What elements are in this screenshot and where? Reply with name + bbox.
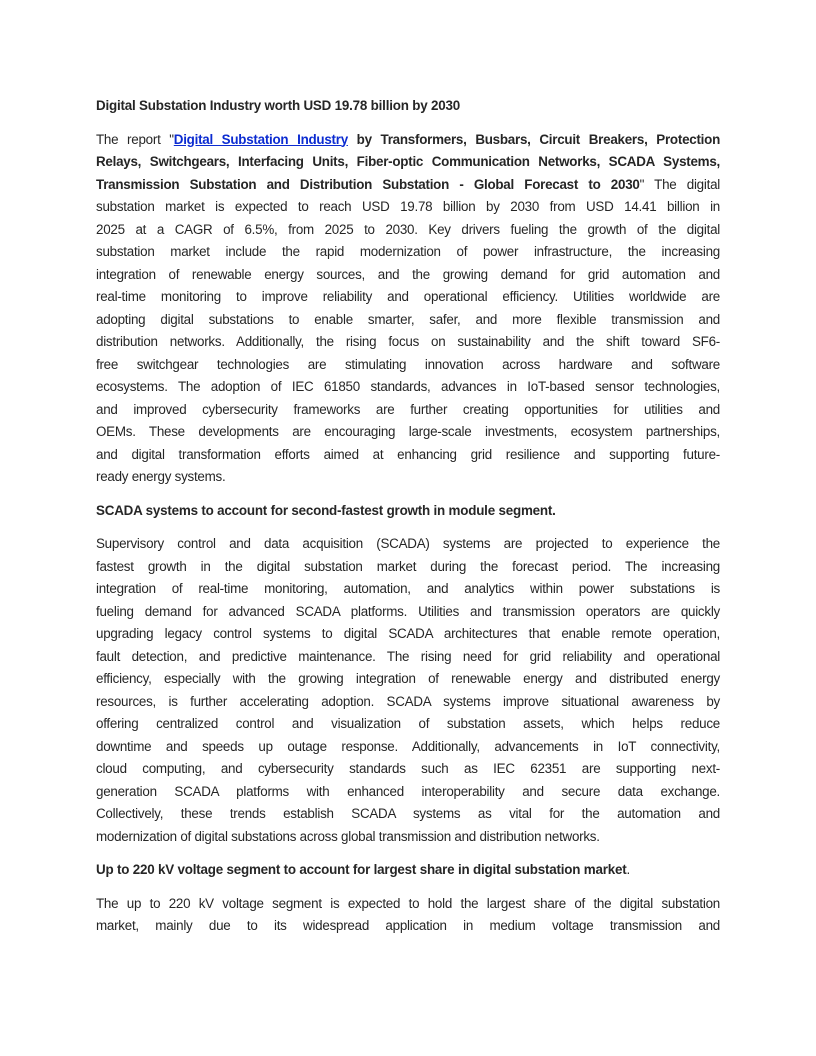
- intro-line-2: [96, 151, 720, 174]
- text-line: fault detection, and predictive maintenance. The rising need for grid reliability and operational: [96, 648, 720, 664]
- scada-paragraph: [96, 533, 720, 848]
- text-line: 2025 at a CAGR of 6.5%, from 2025 to 2030. Key drivers fueling the growth of the digital: [96, 221, 720, 237]
- intro-line3-rest: " The digital: [639, 176, 720, 192]
- intro-line-1: [96, 129, 720, 152]
- section-heading-scada: SCADA systems to account for second-fastest growth in module segment.: [96, 502, 556, 518]
- text-line: fastest growth in the digital substation market during the forecast period. The increasing: [96, 558, 720, 574]
- text-line: and digital transformation efforts aimed at enhancing grid resilience and supporting future-: [96, 446, 720, 462]
- report-title-part1: by Transformers, Busbars, Circuit Breakers, Protection: [347, 131, 721, 147]
- report-title-part2: Relays, Switchgears, Interfacing Units, Fiber-optic Communication Networks, SCADA Systems,: [96, 154, 720, 169]
- intro-paragraph: [96, 129, 720, 489]
- voltage-heading-suffix: .: [626, 862, 630, 877]
- text-line: upgrading legacy control systems to digital SCADA architectures that enable remote operation,: [96, 626, 720, 641]
- intro-line-3: [96, 174, 720, 197]
- text-line: downtime and speeds up outage response. Additionally, advancements in IoT connectivity,: [96, 738, 720, 754]
- voltage-heading-text: Up to 220 kV voltage segment to account for largest share in digital substation market: [96, 862, 627, 877]
- report-link[interactable]: Digital Substation Industry: [173, 131, 348, 147]
- text-line: Collectively, these trends establish SCADA systems as vital for the automation and: [96, 806, 720, 821]
- text-line: integration of renewable energy sources, and the growing demand for grid automation and: [96, 266, 720, 282]
- text-line: efficiency, especially with the growing integration of renewable energy and distributed energy: [96, 671, 720, 686]
- text-line: modernization of digital substations across global transmission and distribution networks.: [96, 828, 600, 844]
- text-line: ready energy systems.: [96, 469, 226, 484]
- text-line: ecosystems. The adoption of IEC 61850 standards, advances in IoT-based sensor technologies,: [96, 379, 720, 394]
- voltage-paragraph: [96, 893, 720, 938]
- text-line: Supervisory control and data acquisition (SCADA) systems are projected to experience the: [96, 536, 720, 551]
- text-line: cloud computing, and cybersecurity standards such as IEC 62351 are supporting next-: [96, 761, 720, 776]
- text-line: OEMs. These developments are encouraging large-scale investments, ecosystem partnerships,: [96, 424, 720, 439]
- text-line: offering centralized control and visualization of substation assets, which helps reduce: [96, 716, 720, 731]
- document-page: [96, 95, 720, 949]
- report-title-part3: Transmission Substation and Distribution Substation - Global Forecast to 2030: [96, 176, 640, 192]
- text-line: resources, is further accelerating adoption. SCADA systems improve situational awareness by: [96, 693, 720, 709]
- text-line: The up to 220 kV voltage segment is expected to hold the largest share of the digital substation: [96, 895, 720, 911]
- text-line: fueling demand for advanced SCADA platforms. Utilities and transmission operators are quickly: [96, 603, 720, 619]
- document-title: Digital Substation Industry worth USD 19.78 billion by 2030: [96, 98, 460, 113]
- text-line: market, mainly due to its widespread application in medium voltage transmission and: [96, 918, 720, 933]
- text-line: integration of real-time monitoring, automation, and analytics within power substations is: [96, 581, 720, 596]
- text-line: generation SCADA platforms with enhanced interoperability and secure data exchange.: [96, 783, 720, 799]
- section-heading-voltage: [96, 859, 720, 882]
- text-line: adopting digital substations to enable smarter, safer, and more flexible transmission and: [96, 311, 720, 327]
- text-line: free switchgear technologies are stimulating innovation across hardware and software: [96, 356, 720, 372]
- intro-prefix: The report ": [96, 131, 174, 147]
- intro-body: [96, 196, 720, 489]
- text-line: substation market is expected to reach USD 19.78 billion by 2030 from USD 14.41 billion in: [96, 199, 720, 214]
- text-line: substation market include the rapid modernization of power infrastructure, the increasing: [96, 244, 720, 259]
- text-line: real-time monitoring to improve reliability and operational efficiency. Utilities worldwide are: [96, 289, 720, 304]
- text-line: and improved cybersecurity frameworks are further creating opportunities for utilities and: [96, 401, 720, 417]
- text-line: distribution networks. Additionally, the rising focus on sustainability and the shift toward SF6-: [96, 334, 720, 349]
